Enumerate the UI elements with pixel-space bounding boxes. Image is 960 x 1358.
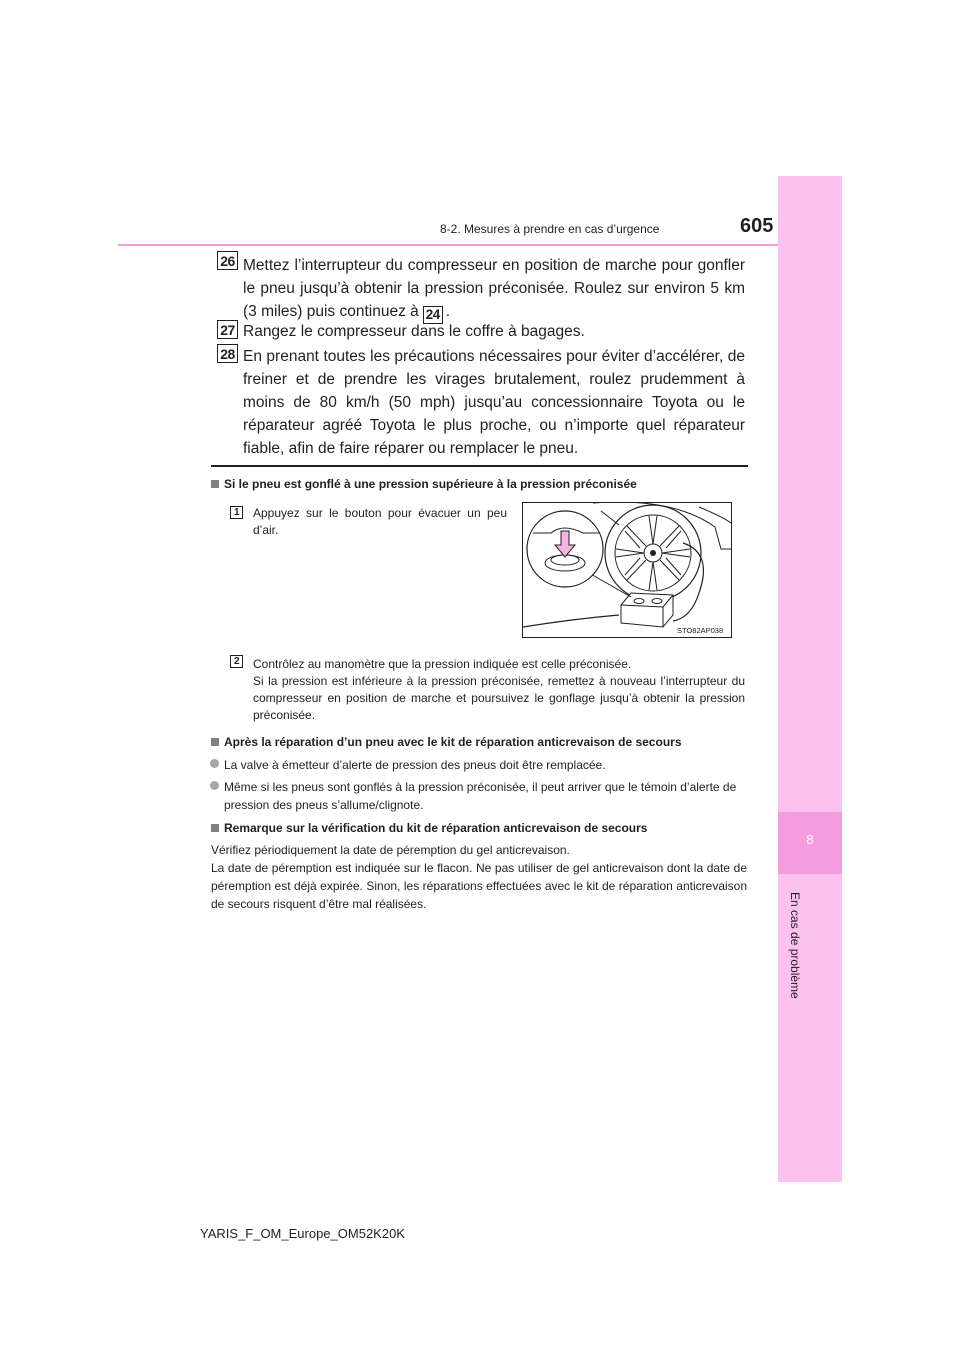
kit-check-line1: Vérifiez périodiquement la date de péremption du gel anticrevaison. (211, 843, 570, 857)
bullet-dot-icon (210, 781, 219, 790)
step-28-text: En prenant toutes les précautions nécessaires pour éviter d’accélérer, de freiner et de prendre les virages brutalement, roulez prudemment à moins de 80 km/h (50 mph) jusqu’au concessionnaire Toyota ou le réparateur agréé Toyota le plus proche, ou n’importe quel réparateur fiable, afin de faire réparer ou remplacer le pneu. (243, 348, 745, 457)
chapter-side-tab (778, 176, 842, 1182)
chapter-number: 8 (806, 832, 814, 847)
square-bullet-icon (211, 824, 219, 832)
section-heading-overpressure: Si le pneu est gonflé à une pression supérieure à la pression préconisée (211, 477, 637, 491)
step-27-text: Rangez le compresseur dans le coffre à bagages. (243, 323, 585, 340)
sub-badge-1: 1 (230, 506, 243, 519)
sub-step-2-line2: Si la pression est inférieure à la pression préconisée, remettez à nouveau l’interrupteur du compresseur en position de marche et poursuivez le gonflage jusqu’à obtenir la pression préconisée. (253, 674, 745, 722)
section-heading-after-repair: Après la réparation d’un pneu avec le kit de réparation anticrevaison de secours (211, 735, 682, 749)
step-badge-28: 28 (217, 344, 238, 363)
section-heading-kit-check: Remarque sur la vérification du kit de réparation anticrevaison de secours (211, 821, 647, 835)
square-bullet-icon (211, 480, 219, 488)
header-divider (118, 244, 842, 246)
step-badge-26: 26 (217, 251, 238, 270)
bullet-item-warning-light: Même si les pneus sont gonflés à la pression préconisée, il peut arriver que le témoin d’alerte de pression des pneus s’allume/clignote. (224, 778, 748, 814)
document-footer-code: YARIS_F_OM_Europe_OM52K20K (200, 1226, 405, 1241)
tire-compressor-illustration-svg (523, 503, 731, 637)
figure-code: STO82AP038 (677, 626, 724, 635)
step-26-text-end: . (445, 303, 451, 320)
step-26-text-main: Mettez l’interrupteur du compresseur en position de marche pour gonfler le pneu jusqu’à obtenir la pression préconisée. Roulez sur environ 5 km (3 miles) puis continuez à (243, 257, 745, 320)
step-badge-27: 27 (217, 320, 238, 339)
sub-badge-2: 2 (230, 655, 243, 668)
header-section-title: 8-2. Mesures à prendre en cas d’urgence (440, 222, 660, 236)
chapter-title: En cas de problème (788, 892, 802, 999)
page-number: 605 (740, 215, 774, 237)
compressor-illustration (522, 502, 732, 638)
kit-check-line2: La date de péremption est indiquée sur le flacon. Ne pas utiliser de gel anticrevaison dont la date de péremption est déjà expirée. Sinon, les réparations effectuées avec le kit de réparation anticrevaison de secours risquent d’être mal réalisées. (211, 861, 747, 911)
section-divider (211, 465, 748, 467)
sub-step-1-text: Appuyez sur le bouton pour évacuer un peu d’air. (253, 506, 507, 537)
bullet-dot-icon (210, 759, 219, 768)
step-26-text (243, 254, 745, 324)
sub-step-2-line1: Contrôlez au manomètre que la pression indiquée est celle préconisée. (253, 657, 632, 671)
bullet-item-valve: La valve à émetteur d’alerte de pression des pneus doit être remplacée. (224, 756, 748, 774)
square-bullet-icon (211, 738, 219, 746)
step-ref-badge-24: 24 (423, 306, 443, 324)
